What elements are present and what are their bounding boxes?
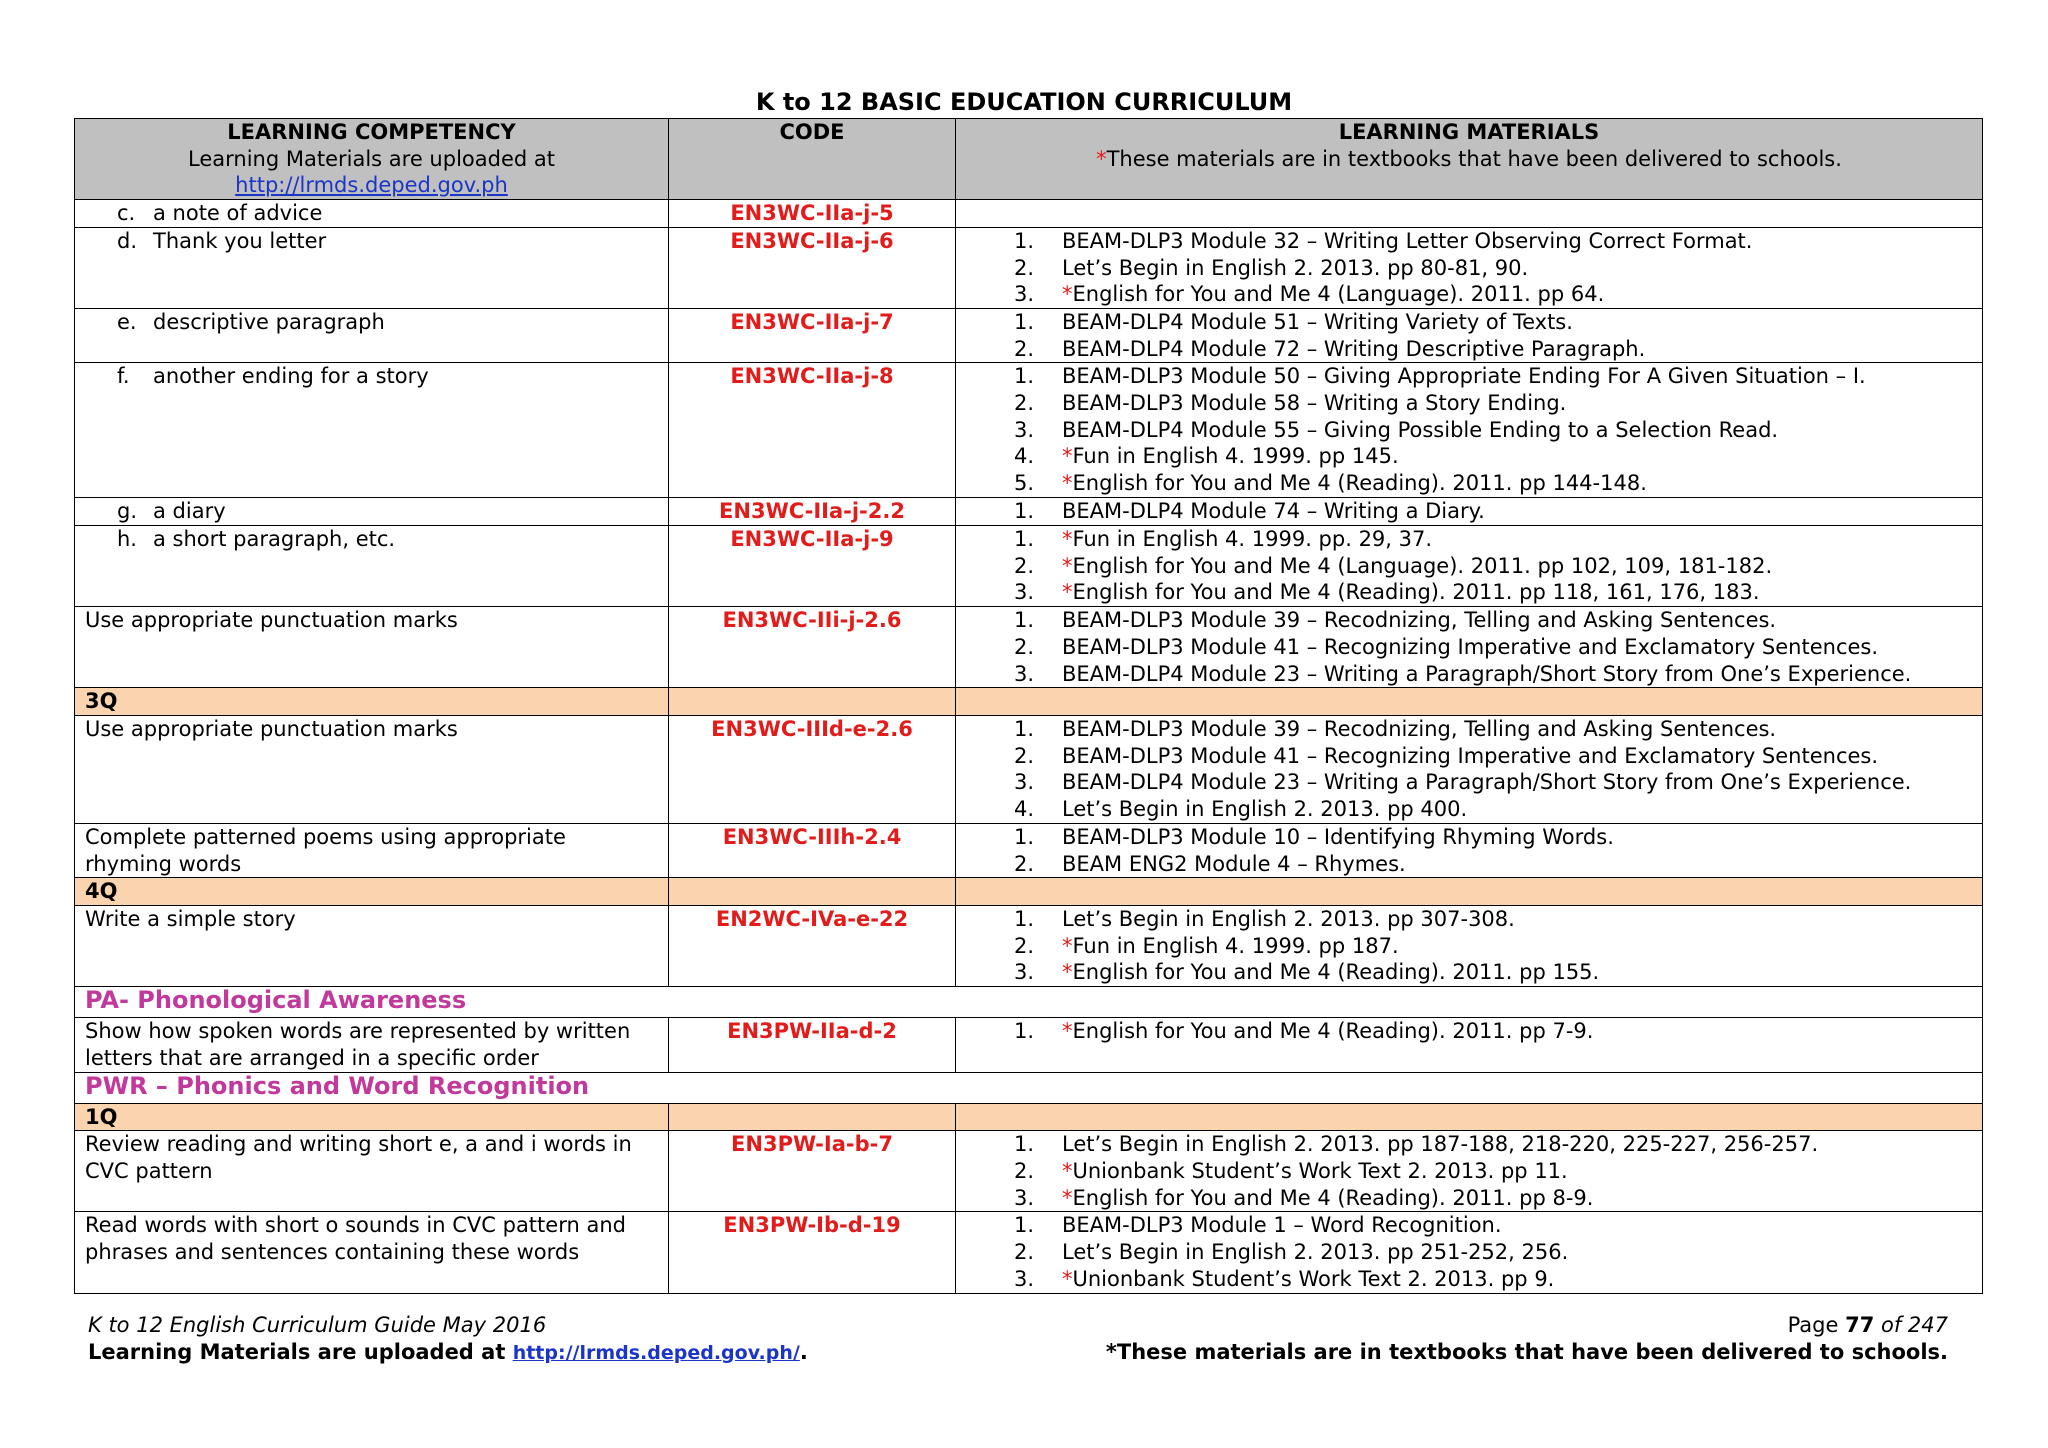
materials-cell — [956, 1131, 1983, 1212]
quarter-label: 1Q — [75, 1103, 669, 1131]
table-row — [75, 1212, 1983, 1293]
domain-title: PWR – Phonics and Word Recognition — [75, 1072, 1983, 1103]
material-text: BEAM-DLP3 Module 50 – Giving Appropriate Ending For A Given Situation – I. — [1062, 364, 1866, 389]
material-text: *English for You and Me 4 (Reading). 2011. pp 8-9. — [1062, 1185, 1594, 1210]
table-row — [75, 906, 1983, 987]
material-number: 2. — [1013, 1158, 1034, 1183]
material-text: BEAM ENG2 Module 4 – Rhymes. — [1062, 851, 1406, 876]
competency-header-sub: Learning Materials are uploaded at — [188, 146, 555, 171]
material-text: Let’s Begin in English 2. 2013. pp 307-308. — [1062, 907, 1515, 932]
material-item — [966, 1212, 1972, 1239]
code-cell: EN3WC-IIa-j-8 — [669, 363, 956, 498]
code-header: CODE — [669, 119, 956, 200]
code-cell: EN3WC-IIi-j-2.6 — [669, 607, 956, 688]
materials-cell — [956, 607, 1983, 688]
material-item — [966, 470, 1972, 497]
material-text: BEAM-DLP3 Module 1 – Word Recognition. — [1062, 1213, 1502, 1238]
materials-cell — [956, 526, 1983, 607]
materials-cell — [956, 1018, 1983, 1072]
material-item — [966, 228, 1972, 255]
code-cell: EN2WC-IVa-e-22 — [669, 906, 956, 987]
table-row — [75, 498, 1983, 526]
material-item — [966, 1239, 1972, 1266]
domain-row — [75, 1072, 1983, 1103]
materials-cell — [956, 363, 1983, 498]
material-item — [966, 743, 1972, 770]
competency-letter: c. — [117, 201, 136, 226]
quarter-row — [75, 878, 1983, 906]
competency-cell — [75, 200, 669, 228]
material-number: 1. — [1013, 716, 1034, 741]
footer-uploaded: Learning Materials are uploaded at http://lrmds.deped.gov.ph/. — [88, 1339, 808, 1364]
material-item — [966, 959, 1972, 986]
competency-header — [75, 119, 669, 200]
competency-text: Show how spoken words are represented by written letters that are arranged in a specific order — [85, 1019, 631, 1070]
materials-list — [966, 906, 1972, 986]
competency-letter: g. — [117, 499, 138, 524]
materials-cell — [956, 715, 1983, 823]
materials-cell — [956, 308, 1983, 362]
material-item — [966, 1018, 1972, 1045]
material-text: Let’s Begin in English 2. 2013. pp 251-252, 256. — [1062, 1240, 1569, 1265]
material-text: BEAM-DLP3 Module 58 – Writing a Story Ending. — [1062, 391, 1567, 416]
material-item — [966, 796, 1972, 823]
table-row — [75, 308, 1983, 362]
material-item — [966, 716, 1972, 743]
material-number: 1. — [1013, 499, 1034, 524]
footer-guide: K to 12 English Curriculum Guide May 2016 — [88, 1313, 547, 1337]
material-number: 5. — [1013, 471, 1034, 496]
material-text: *English for You and Me 4 (Language). 2011. pp 102, 109, 181-182. — [1062, 553, 1773, 578]
material-text: BEAM-DLP3 Module 10 – Identifying Rhyming Words. — [1062, 824, 1614, 849]
material-item — [966, 661, 1972, 688]
materials-header-note: *These materials are in textbooks that have been delivered to schools. — [1096, 146, 1842, 171]
material-item — [966, 363, 1972, 390]
material-number: 1. — [1013, 907, 1034, 932]
material-number: 2. — [1013, 255, 1034, 280]
material-text: *English for You and Me 4 (Reading). 2011. pp 7-9. — [1062, 1019, 1594, 1044]
quarter-label: 4Q — [75, 878, 669, 906]
competency-header-title: LEARNING COMPETENCY — [227, 120, 516, 144]
competency-cell — [75, 715, 669, 823]
material-item — [966, 1185, 1972, 1212]
material-text: BEAM-DLP3 Module 41 – Recognizing Imperative and Exclamatory Sentences. — [1062, 634, 1879, 659]
competency-cell — [75, 1131, 669, 1212]
competency-cell — [75, 1018, 669, 1072]
material-item — [966, 309, 1972, 336]
material-text: BEAM-DLP4 Module 55 – Giving Possible Ending to a Selection Read. — [1062, 417, 1779, 442]
competency-text: Write a simple story — [85, 907, 296, 932]
material-item — [966, 634, 1972, 661]
material-text: BEAM-DLP4 Module 51 – Writing Variety of Texts. — [1062, 309, 1573, 334]
material-text: BEAM-DLP4 Module 72 – Writing Descriptive Paragraph. — [1062, 336, 1646, 361]
materials-cell — [956, 906, 1983, 987]
table-row — [75, 823, 1983, 877]
code-cell: EN3PW-Ia-b-7 — [669, 1131, 956, 1212]
material-number: 2. — [1013, 336, 1034, 361]
code-cell: EN3WC-IIa-j-9 — [669, 526, 956, 607]
quarter-label: 3Q — [75, 688, 669, 716]
material-item — [966, 336, 1972, 363]
materials-cell — [956, 823, 1983, 877]
competency-cell — [75, 498, 669, 526]
material-number: 1. — [1013, 824, 1034, 849]
material-item — [966, 1158, 1972, 1185]
competency-text: Review reading and writing short e, a and i words in CVC pattern — [85, 1132, 632, 1183]
material-number: 1. — [1013, 1213, 1034, 1238]
material-text: *English for You and Me 4 (Reading). 2011. pp 118, 161, 176, 183. — [1062, 580, 1760, 605]
table-row — [75, 607, 1983, 688]
material-item — [966, 933, 1972, 960]
competency-letter: h. — [117, 527, 137, 552]
domain-row — [75, 987, 1983, 1018]
material-item — [966, 281, 1972, 308]
material-text: *English for You and Me 4 (Reading). 2011. pp 144-148. — [1062, 471, 1647, 496]
material-number: 2. — [1013, 634, 1034, 659]
materials-list — [966, 824, 1972, 877]
material-text: BEAM-DLP3 Module 39 – Recodnizing, Telling and Asking Sentences. — [1062, 608, 1777, 633]
material-text: *Fun in English 4. 1999. pp 187. — [1062, 933, 1399, 958]
competency-letter: e. — [117, 309, 137, 334]
competency-cell — [75, 823, 669, 877]
materials-list — [966, 363, 1972, 497]
material-text: BEAM-DLP4 Module 23 – Writing a Paragraph/Short Story from One’s Experience. — [1062, 770, 1912, 795]
competency-letter: f. — [117, 364, 130, 389]
material-item — [966, 255, 1972, 282]
table-row — [75, 1131, 1983, 1212]
materials-list — [966, 1018, 1972, 1045]
material-item — [966, 1266, 1972, 1293]
material-text: BEAM-DLP4 Module 74 – Writing a Diary. — [1062, 499, 1485, 524]
material-item — [966, 607, 1972, 634]
materials-cell — [956, 227, 1983, 308]
table-row — [75, 715, 1983, 823]
material-item — [966, 498, 1972, 525]
material-number: 2. — [1013, 743, 1034, 768]
code-cell: EN3PW-Ib-d-19 — [669, 1212, 956, 1293]
material-number: 3. — [1013, 580, 1034, 605]
material-item — [966, 526, 1972, 553]
material-item — [966, 769, 1972, 796]
code-cell: EN3WC-IIId-e-2.6 — [669, 715, 956, 823]
material-number: 2. — [1013, 553, 1034, 578]
materials-header-title: LEARNING MATERIALS — [1338, 120, 1600, 144]
table-row — [75, 1018, 1983, 1072]
material-item — [966, 390, 1972, 417]
material-text: *Unionbank Student’s Work Text 2. 2013. pp 9. — [1062, 1266, 1555, 1291]
material-number: 3. — [1013, 417, 1034, 442]
material-item — [966, 443, 1972, 470]
competency-cell — [75, 1212, 669, 1293]
competency-cell — [75, 906, 669, 987]
competency-letter: d. — [117, 228, 138, 253]
domain-title: PA- Phonological Awareness — [75, 987, 1983, 1018]
competency-text: a short paragraph, etc. — [153, 527, 396, 552]
material-text: Let’s Begin in English 2. 2013. pp 80-81, 90. — [1062, 255, 1529, 280]
table-row — [75, 363, 1983, 498]
material-number: 3. — [1013, 282, 1034, 307]
lrmds-link[interactable]: http://lrmds.deped.gov.ph — [235, 173, 508, 198]
code-cell: EN3WC-IIIh-2.4 — [669, 823, 956, 877]
material-number: 2. — [1013, 851, 1034, 876]
code-cell: EN3WC-IIa-j-7 — [669, 308, 956, 362]
competency-text: Use appropriate punctuation marks — [85, 608, 458, 633]
material-text: BEAM-DLP3 Module 41 – Recognizing Imperative and Exclamatory Sentences. — [1062, 743, 1879, 768]
materials-cell — [956, 498, 1983, 526]
footer-left — [88, 1312, 808, 1366]
table-row — [75, 526, 1983, 607]
material-item — [966, 1131, 1972, 1158]
competency-text: descriptive paragraph — [153, 309, 385, 334]
table-row — [75, 200, 1983, 228]
quarter-row — [75, 688, 1983, 716]
competency-text: Use appropriate punctuation marks — [85, 716, 458, 741]
materials-cell — [956, 1212, 1983, 1293]
competency-cell — [75, 526, 669, 607]
material-item — [966, 824, 1972, 851]
table-row — [75, 227, 1983, 308]
materials-list — [966, 1212, 1972, 1292]
materials-list — [966, 1131, 1972, 1211]
competency-cell — [75, 227, 669, 308]
material-text: Let’s Begin in English 2. 2013. pp 400. — [1062, 797, 1468, 822]
competency-text: Read words with short o sounds in CVC pattern and phrases and sentences containing these words — [85, 1213, 626, 1265]
competency-text: Complete patterned poems using appropriate rhyming words — [85, 824, 566, 876]
material-number: 2. — [1013, 1240, 1034, 1265]
material-number: 3. — [1013, 960, 1034, 985]
material-number: 3. — [1013, 1185, 1034, 1210]
code-cell: EN3WC-IIa-j-6 — [669, 227, 956, 308]
competency-cell — [75, 308, 669, 362]
materials-list — [966, 228, 1972, 308]
material-item — [966, 417, 1972, 444]
material-number: 2. — [1013, 391, 1034, 416]
material-text: Let’s Begin in English 2. 2013. pp 187-188, 218-220, 225-227, 256-257. — [1062, 1132, 1819, 1157]
material-text: BEAM-DLP3 Module 32 – Writing Letter Observing Correct Format. — [1062, 228, 1753, 253]
material-number: 1. — [1013, 228, 1034, 253]
material-number: 1. — [1013, 1132, 1034, 1157]
material-text: *Fun in English 4. 1999. pp. 29, 37. — [1062, 527, 1433, 552]
footer-lrmds-link[interactable]: http://lrmds.deped.gov.ph/ — [512, 1341, 800, 1364]
materials-cell — [956, 200, 1983, 228]
table-header-row — [75, 119, 1983, 200]
material-number: 3. — [1013, 661, 1034, 686]
competency-text: Thank you letter — [153, 228, 327, 253]
material-number: 4. — [1013, 797, 1034, 822]
code-cell: EN3PW-IIa-d-2 — [669, 1018, 956, 1072]
material-number: 1. — [1013, 1019, 1034, 1044]
materials-list — [966, 498, 1972, 525]
material-number: 1. — [1013, 309, 1034, 334]
material-item — [966, 851, 1972, 878]
materials-list — [966, 716, 1972, 823]
material-number: 3. — [1013, 1266, 1034, 1291]
competency-text: a diary — [153, 499, 226, 524]
competency-cell — [75, 363, 669, 498]
material-item — [966, 906, 1972, 933]
material-text: *Unionbank Student’s Work Text 2. 2013. pp 11. — [1062, 1158, 1568, 1183]
competency-text: another ending for a story — [153, 364, 429, 389]
material-number: 1. — [1013, 527, 1034, 552]
material-number: 1. — [1013, 608, 1034, 633]
material-text: BEAM-DLP4 Module 23 – Writing a Paragraph/Short Story from One’s Experience. — [1062, 661, 1912, 686]
document-title: K to 12 BASIC EDUCATION CURRICULUM — [755, 88, 1293, 116]
material-text: *Fun in English 4. 1999. pp 145. — [1062, 444, 1399, 469]
materials-list — [966, 309, 1972, 362]
material-number: 1. — [1013, 364, 1034, 389]
material-text: *English for You and Me 4 (Reading). 2011. pp 155. — [1062, 960, 1600, 985]
quarter-row — [75, 1103, 1983, 1131]
competency-cell — [75, 607, 669, 688]
competency-text: a note of advice — [153, 201, 323, 226]
materials-header — [956, 119, 1983, 200]
footer-note: *These materials are in textbooks that have been delivered to schools. — [1105, 1339, 1948, 1364]
material-number: 3. — [1013, 770, 1034, 795]
material-text: BEAM-DLP3 Module 39 – Recodnizing, Telling and Asking Sentences. — [1062, 716, 1777, 741]
material-item — [966, 553, 1972, 580]
code-cell: EN3WC-IIa-j-2.2 — [669, 498, 956, 526]
curriculum-table — [74, 118, 1983, 1294]
material-number: 4. — [1013, 444, 1034, 469]
code-cell: EN3WC-IIa-j-5 — [669, 200, 956, 228]
material-number: 2. — [1013, 933, 1034, 958]
page-number: Page 77 of 247 — [1787, 1313, 1948, 1337]
materials-list — [966, 607, 1972, 687]
material-text: *English for You and Me 4 (Language). 2011. pp 64. — [1062, 282, 1605, 307]
materials-list — [966, 526, 1972, 606]
material-item — [966, 579, 1972, 606]
footer-right — [1106, 1312, 1948, 1365]
